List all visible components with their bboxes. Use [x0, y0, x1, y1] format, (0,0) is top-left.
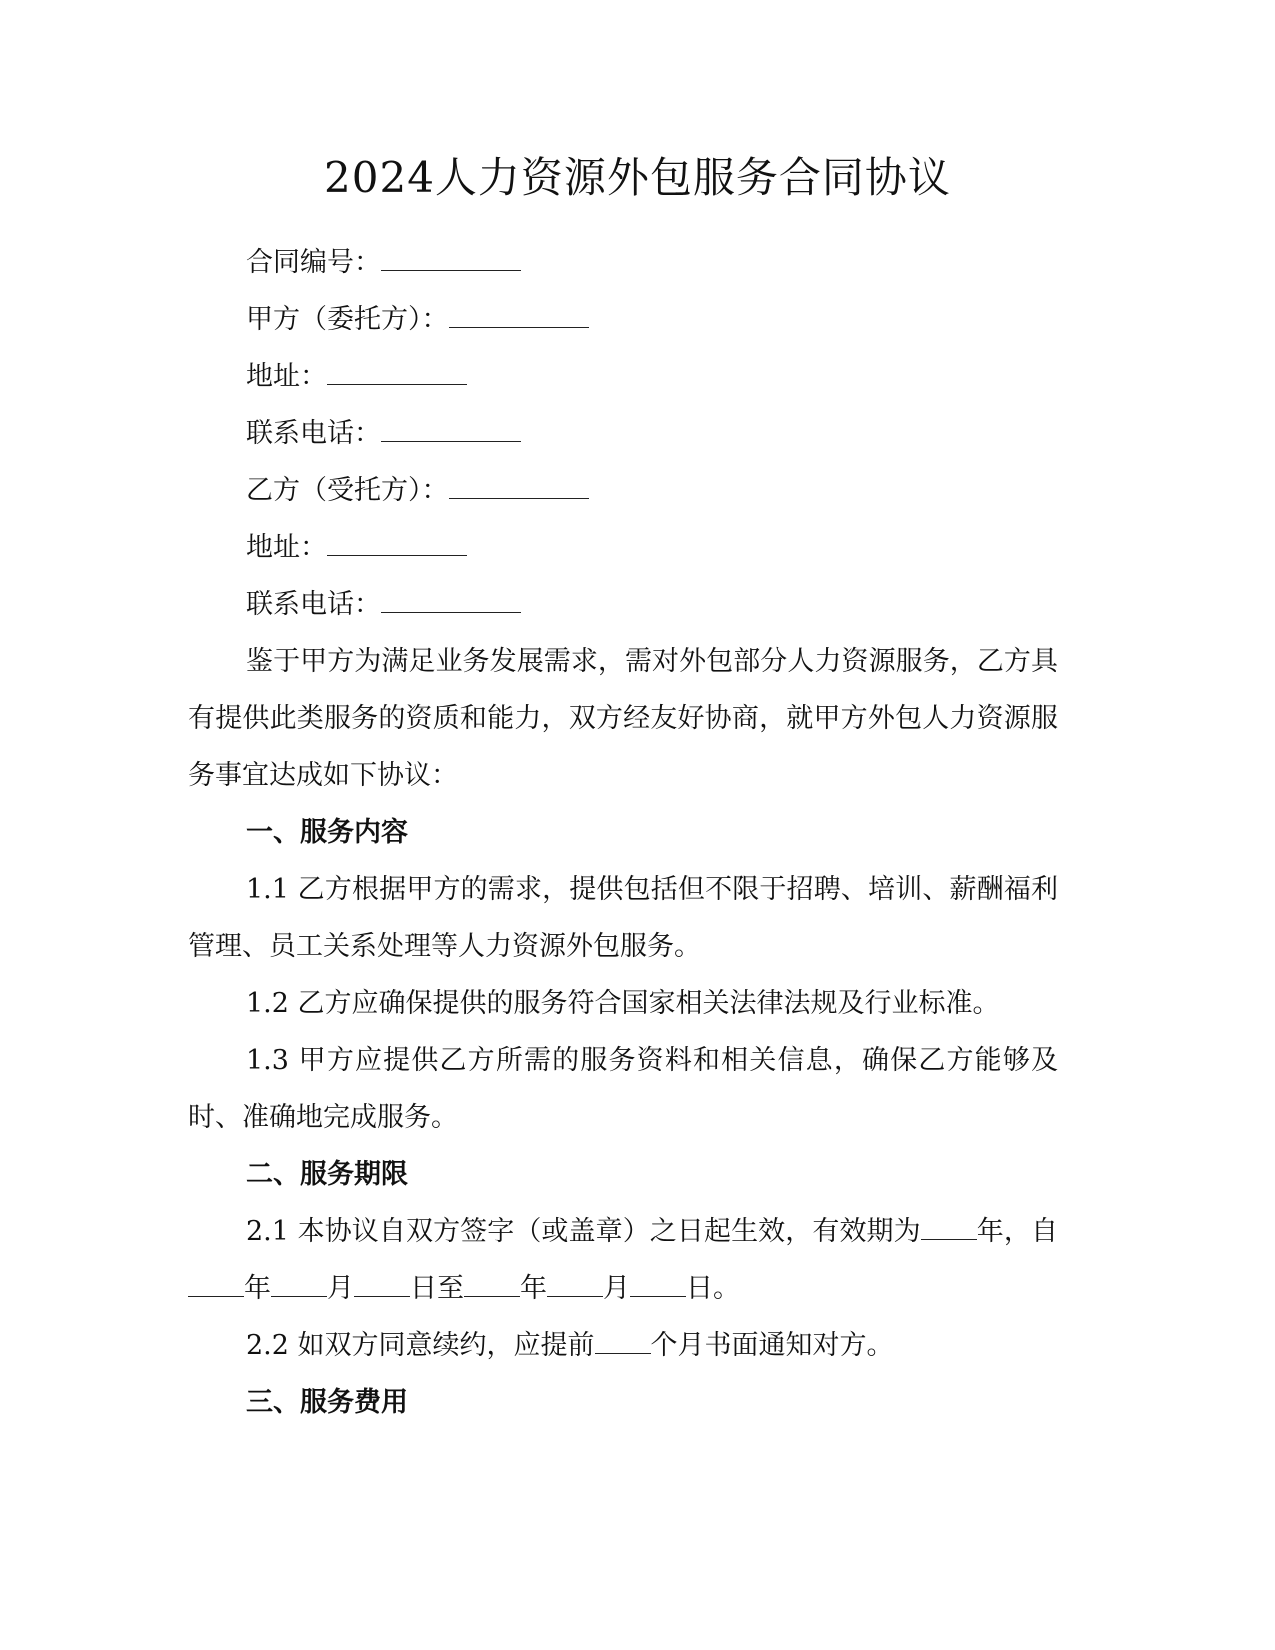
field-label: 合同编号：: [246, 247, 381, 278]
field-party-a-address: [188, 348, 1058, 405]
clause-text: 日。: [686, 1273, 740, 1304]
section-heading-service-term: 二、服务期限: [246, 1159, 408, 1190]
fill-blank: [449, 297, 589, 328]
field-label: 联系电话：: [246, 418, 381, 449]
fill-blank: [188, 1266, 244, 1297]
fill-blank: [381, 582, 521, 613]
clause-1-1: 1.1 乙方根据甲方的需求，提供包括但不限于招聘、培训、薪酬福利管理、员工关系处理等人力资源外包服务。: [188, 874, 1058, 962]
clause-text: 年，自: [976, 1216, 1058, 1247]
field-label: 地址：: [246, 361, 327, 392]
field-label: 甲方（委托方）：: [246, 304, 449, 335]
fill-blank: [547, 1266, 603, 1297]
fill-blank: [327, 525, 467, 556]
fill-blank: [595, 1323, 651, 1354]
fill-blank: [354, 1266, 410, 1297]
clause-text: 年: [244, 1273, 271, 1304]
clause-1-3: 1.3 甲方应提供乙方所需的服务资料和相关信息，确保乙方能够及时、准确地完成服务。: [188, 1045, 1058, 1133]
field-party-a-phone: [188, 405, 1058, 462]
field-label: 地址：: [246, 532, 327, 563]
fill-blank: [464, 1266, 520, 1297]
clause-text: 2.1 本协议自双方签字（或盖章）之日起生效，有效期为: [246, 1216, 921, 1247]
clause-text: 个月书面通知对方。: [650, 1330, 894, 1361]
field-contract-number: [188, 234, 1058, 291]
clause-text: 月: [603, 1273, 630, 1304]
fill-blank: [381, 240, 521, 271]
section-heading-service-content: 一、服务内容: [246, 817, 408, 848]
clause-2-2: [188, 1317, 1058, 1374]
field-party-a: [188, 291, 1058, 348]
field-label: 乙方（受托方）：: [246, 475, 449, 506]
field-label: 联系电话：: [246, 589, 381, 620]
fill-blank: [921, 1209, 977, 1240]
document-title: 2024人力资源外包服务合同协议: [324, 153, 951, 202]
fill-blank: [630, 1266, 686, 1297]
fill-blank: [381, 411, 521, 442]
fill-blank: [271, 1266, 327, 1297]
clause-2-1: [188, 1203, 1058, 1317]
section-heading-service-fee: 三、服务费用: [246, 1387, 408, 1418]
clause-1-2: 1.2 乙方应确保提供的服务符合国家相关法律法规及行业标准。: [246, 988, 1000, 1019]
field-party-b-address: [188, 519, 1058, 576]
document-body: [188, 234, 1058, 1431]
clause-text: 2.2 如双方同意续约，应提前: [246, 1330, 595, 1361]
clause-text: 月: [327, 1273, 354, 1304]
field-party-b-phone: [188, 576, 1058, 633]
fill-blank: [327, 354, 467, 385]
fill-blank: [449, 468, 589, 499]
field-party-b: [188, 462, 1058, 519]
clause-text: 日至: [410, 1273, 464, 1304]
clause-text: 年: [520, 1273, 547, 1304]
preamble-paragraph: 鉴于甲方为满足业务发展需求，需对外包部分人力资源服务，乙方具有提供此类服务的资质和能力，双方经友好协商，就甲方外包人力资源服务事宜达成如下协议：: [188, 646, 1058, 791]
